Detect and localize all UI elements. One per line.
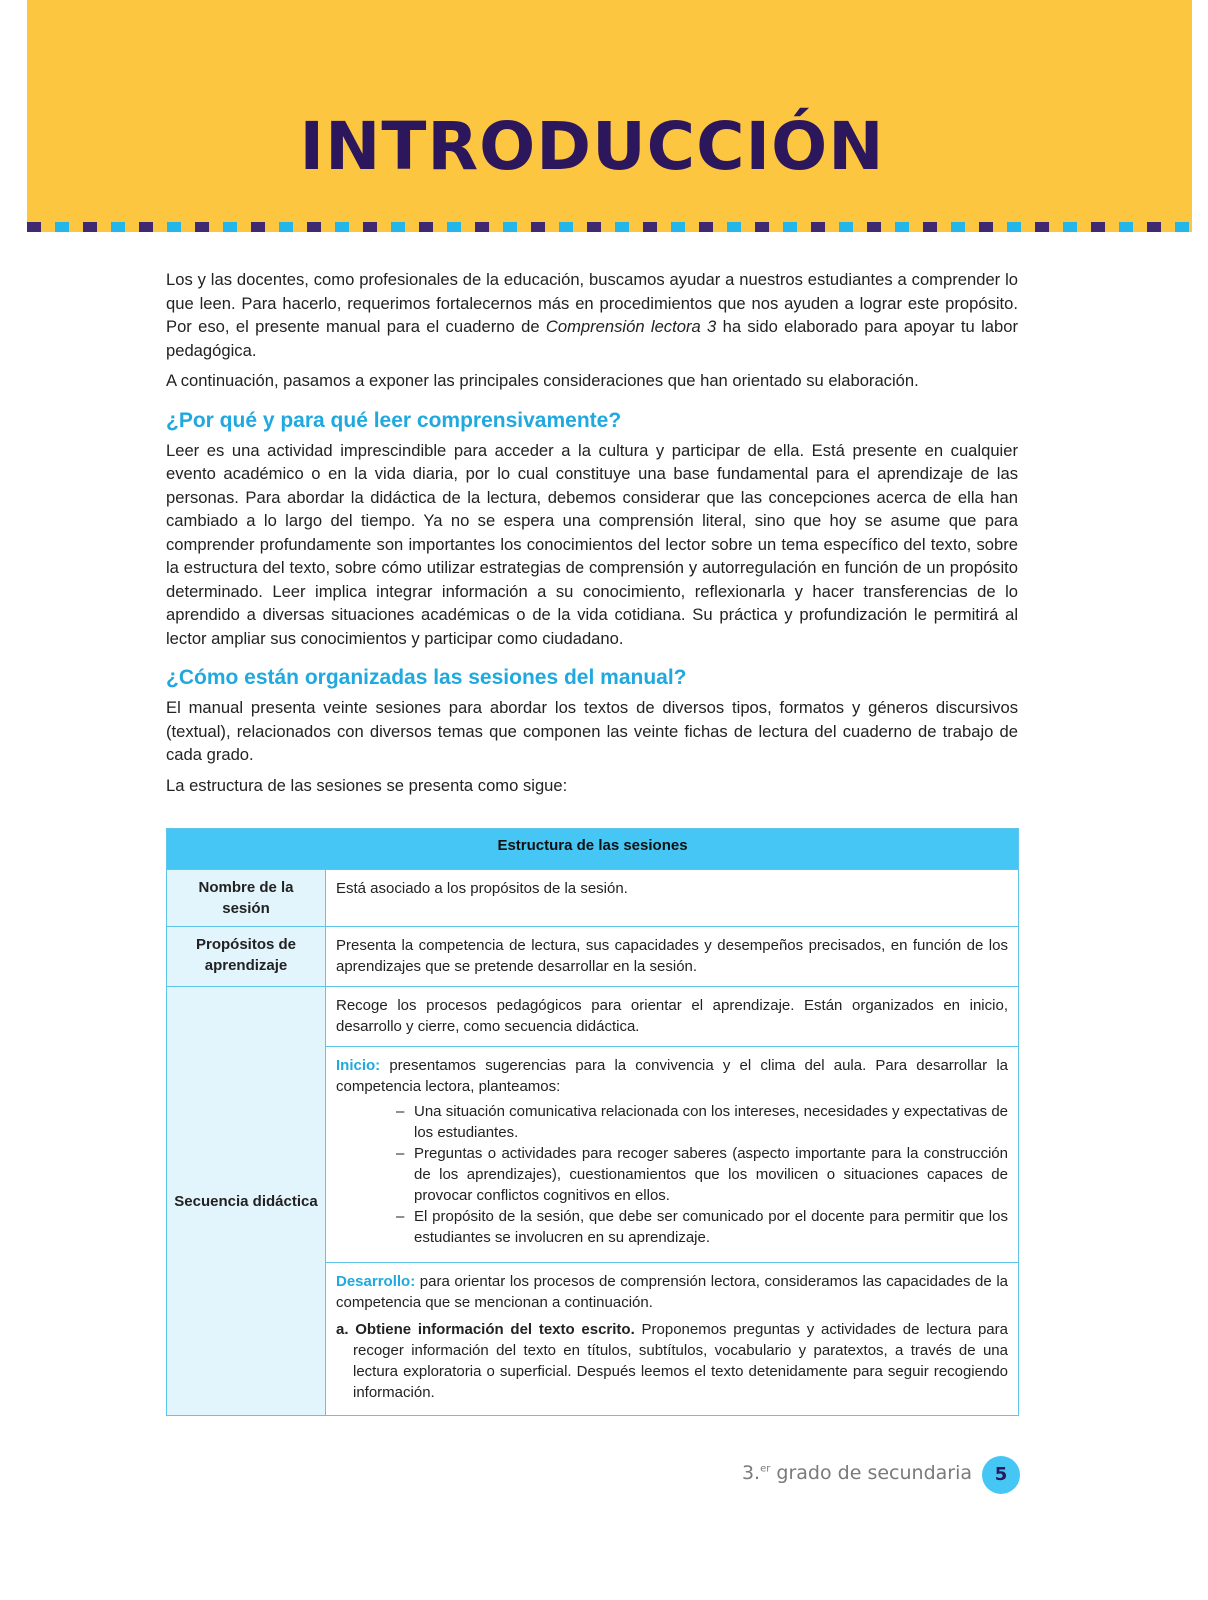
list-item: – El propósito de la sesión, que debe ser comunicado por el docente para permitir que los estudiantes se involucren en su aprendizaje.	[396, 1206, 1008, 1248]
capacity-item-a	[336, 1319, 1008, 1403]
row-label: Propósitos de aprendizaje	[167, 927, 326, 987]
row-label: Nombre de la sesión	[167, 870, 326, 927]
grade-number: 3.	[741, 1462, 761, 1484]
grade-ordinal: er	[760, 1463, 771, 1475]
section-heading-why-read: ¿Por qué y para qué leer comprensivamente?	[166, 408, 622, 432]
desarrollo-text: para orientar los procesos de comprensión lectora, consideramos las capacidades de la competencia que se mencionan a continuación.	[336, 1273, 1008, 1311]
secuencia-desarrollo	[326, 1263, 1019, 1416]
table-header: Estructura de las sesiones	[167, 829, 1019, 870]
intro-text-part: ha sido elaborado para apoyar tu labor pedagógica.	[166, 317, 1018, 360]
main-content	[166, 268, 1018, 804]
intro-text-part: Los y las docentes, como profesionales de la educación, buscamos ayudar a nuestros estudiantes a comprender lo que leen. Para hacerlo, requerimos fortalecernos más en procedimientos que nos ayuden a lograr este propósito. Por eso, el presente manual para el cuaderno de	[166, 270, 1018, 336]
capacity-a-text: Proponemos preguntas y actividades de lectura para recoger información del texto en títulos, subtítulos, vocabulario y paratextos, a través de una lectura exploratoria o superficial. Después leemos el texto detenidamente para seguir recogiendo información.	[353, 1321, 1008, 1401]
row-label-secuencia: Secuencia didáctica	[167, 987, 326, 1416]
inicio-text: presentamos sugerencias para la convivencia y el clima del aula. Para desarrollar la competencia lectora, planteamos:	[336, 1057, 1008, 1095]
inicio-paragraph	[336, 1055, 1008, 1097]
inicio-list	[336, 1101, 1008, 1248]
row-text: Está asociado a los propósitos de la sesión.	[326, 870, 1019, 927]
section-body-why-read: Leer es una actividad imprescindible para acceder a la cultura y participar de ella. Está presente en cualquier evento académico o en la vida diaria, por lo cual constituye una base fundamental para el aprendizaje de las personas. Para abordar la didáctica de la lectura, debemos considerar que las concepciones acerca de ella han cambiado a lo largo del tiempo. Ya no se espera una comprensión literal, sino que hoy se asume que para comprender profundamente son importantes los conocimientos del lector sobre un tema específico del texto, sobre la estructura del texto, sobre cómo utilizar estrategias de comprensión y autorregulación en función de un propósito determinado. Leer implica integrar información a su conocimiento, reflexionarla y hacer transferencias de lo aprendido a diversas situaciones académicas o de la vida cotidiana. Su práctica y profundización le permitirá al lector ampliar sus conocimientos y participar como ciudadano.	[166, 440, 1018, 648]
inicio-label: Inicio:	[336, 1057, 381, 1074]
section-lead-structure: La estructura de las sesiones se presenta como sigue:	[166, 775, 568, 795]
table-row	[167, 870, 1019, 927]
table-row	[167, 927, 1019, 987]
page-title: INTRODUCCIÓN	[299, 108, 885, 185]
list-item: – Una situación comunicativa relacionada con los intereses, necesidades y expectativas de los estudiantes.	[396, 1101, 1008, 1143]
row-text: Presenta la competencia de lectura, sus capacidades y desempeños precisados, en función de los aprendizajes que se pretende desarrollar en la sesión.	[326, 927, 1019, 987]
list-item: – Preguntas o actividades para recoger saberes (aspecto importante para la construcción de los aprendizajes), cuestionamientos que los movilicen o situaciones capaces de provocar conflictos cognitivos en ellos.	[396, 1143, 1008, 1206]
decorative-dash-strip	[27, 222, 1192, 232]
page-number-badge: 5	[982, 1456, 1020, 1494]
intro-paragraph-2: A continuación, pasamos a exponer las principales consideraciones que han orientado su elaboración.	[166, 371, 919, 390]
table-row	[167, 987, 1019, 1047]
header-banner	[27, 0, 1192, 232]
capacity-a-label: a. Obtiene información del texto escrito.	[336, 1321, 635, 1338]
grade-label	[700, 1462, 972, 1484]
desarrollo-label: Desarrollo:	[336, 1273, 416, 1290]
section-heading-sessions: ¿Cómo están organizadas las sesiones del manual?	[166, 666, 687, 689]
session-structure-table	[166, 828, 1019, 1416]
intro-paragraph-1	[166, 268, 1018, 362]
desarrollo-paragraph	[336, 1271, 1008, 1313]
book-title-italic: Comprensión lectora 3	[545, 317, 717, 336]
section-body-sessions: El manual presenta veinte sesiones para abordar los textos de diversos tipos, formatos y géneros discursivos (textual), relacionados con diversos temas que componen las veinte fichas de lectura del cuaderno de trabajo de cada grado.	[166, 698, 1018, 764]
grade-text: grado de secundaria	[770, 1462, 972, 1484]
secuencia-inicio	[326, 1047, 1019, 1263]
secuencia-intro: Recoge los procesos pedagógicos para orientar el aprendizaje. Están organizados en inicio, desarrollo y cierre, como secuencia didáctica.	[326, 987, 1019, 1047]
